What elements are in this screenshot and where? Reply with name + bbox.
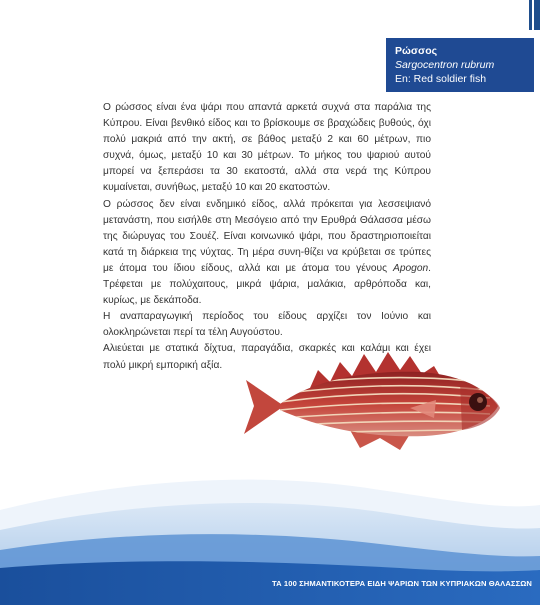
- fish-tail: [244, 380, 284, 434]
- paragraph-fishing: Αλιεύεται με στατικά δίχτυα, παραγάδια, σκαρκές και καλάμι και έχει πολύ μικρή εμπορική αξία.: [103, 343, 431, 371]
- species-greek-name: Ρώσσος: [395, 45, 438, 57]
- species-english-name: En: Red soldier fish: [395, 73, 487, 85]
- paragraph-origin-text-end: . Τρέφεται με πολύχαιτους, μικρά ψάρια, μαλάκια, αρθρόποδα και, κυρίως, με δεκάποδα.: [103, 262, 431, 307]
- species-title-box: [386, 38, 534, 92]
- paragraph-habitat: Ο ρώσσος είναι ένα ψάρι που απαντά αρκετά συχνά στα παράλια της Κύπρου. Είναι βενθικό είδος και το βρίσκουμε σε βραχώδεις βυθούς, όχι πολύ μακριά από την ακτή, σε βάθος μεταξύ 2 και 60 μέτρων, πιο συχνά, όμως, μεταξύ 10 και 30 μέτρων. Το μήκος του ψαριού αυτού μπορεί να ξεπεράσει τα 30 εκατοστά, αλλά στα νερά της Κύπρου κυμαίνεται, συνήθως, μεταξύ 10 και 20 εκατοστών.: [103, 102, 431, 194]
- footer-series-title: ΤΑ 100 ΣΗΜΑΝΤΙΚΟΤΕΡΑ ΕΙΔΗ ΨΑΡΙΩΝ ΤΩΝ ΚΥΠΡΙΑΚΩΝ ΘΑΛΑΣΣΩΝ: [271, 579, 532, 588]
- paragraph-origin: [103, 197, 431, 310]
- species-scientific-name: Sargocentron rubrum: [395, 59, 495, 71]
- corner-decoration: [534, 0, 540, 30]
- genus-name: Apogon: [393, 262, 429, 274]
- species-description: [103, 100, 431, 374]
- paragraph-reproduction: Η αναπαραγωγική περίοδος του είδους αρχίζει τον Ιούνιο και ολοκληρώνεται περί τα τέλη Αυγούστου.: [103, 311, 431, 339]
- fish-eye-highlight: [477, 397, 483, 403]
- red-soldier-fish-illustration: [240, 342, 510, 454]
- corner-decoration-line: [529, 0, 532, 30]
- paragraph-origin-text: Ο ρώσσος δεν είναι ενδημικό είδος, αλλά πρόκειται για λεσσεψιανό μετανάστη, που εισήλθε στη Μεσόγειο από την Ερυθρά Θάλασσα μέσω της διώρυγας του Σουέζ. Είναι κοινωνικό ψάρι, που δραστηριοποιείται κατά τη διάρκεια της νύχτας. Τη μέρα συνη-θίζει να κρύβεται σε τρύπες με άτομα του ίδιου είδους, αλλά και με άτομα του γένους: [103, 198, 431, 274]
